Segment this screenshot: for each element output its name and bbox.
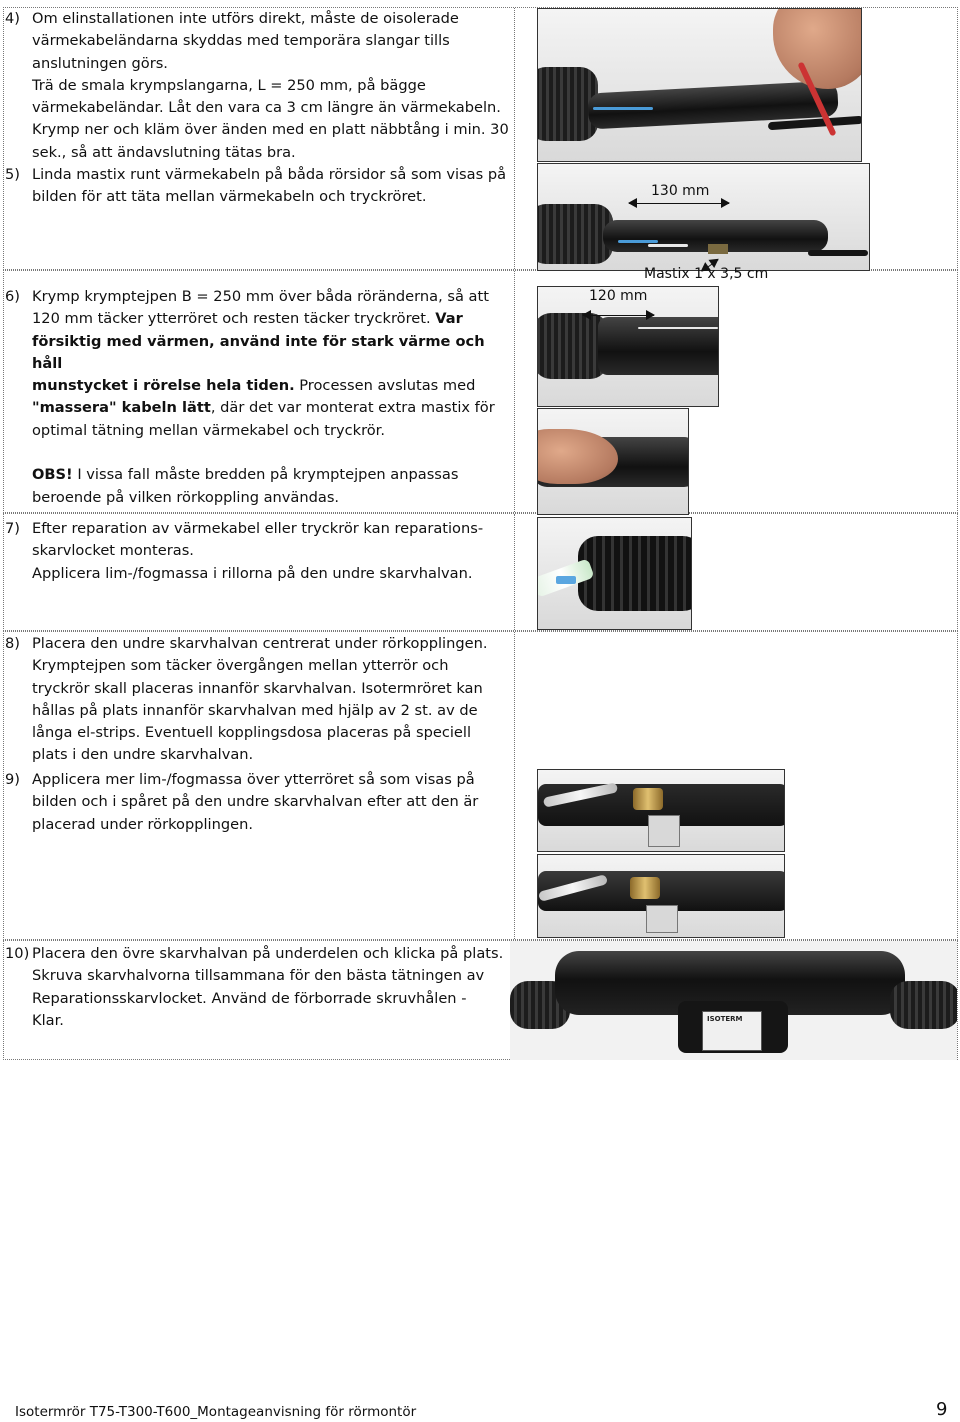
heating-cable [808,250,868,256]
photo-lower-half-placed [537,854,785,938]
step-4-text [32,8,512,164]
step-6-bold-part: munstycket i rörelse hela tiden. [32,377,295,395]
step-4-line: värmekabeländarna skyddas med temporära slangar tills [32,32,450,50]
corrugated-pipe-right [890,981,957,1029]
step-10-line: Klar. [32,1011,64,1029]
label-mastix: Mastix 1 x 3,5 cm [644,266,769,282]
step-6-line [32,397,512,419]
step-6-line: optimal tätning mellan värmekabel och tryckrör. [32,421,385,439]
photo-shrink-tape [537,286,719,407]
step-6-text [32,286,512,509]
step-6-bold-part: "massera" kabeln lätt [32,399,211,417]
label-120-mm: 120 mm [589,288,648,304]
footer-document-title: Isotermrör T75-T300-T600_Montageanvisning för rörmontör [15,1404,417,1420]
photo-massage-cable [537,408,689,515]
step-5-line: Linda mastix runt värmekabeln på båda rörsidor så som visas på [32,166,507,183]
white-wire [638,327,718,329]
step-8-line: hållas på plats innanför skarvhalvan med hjälp av 2 st. av de [32,701,478,719]
dimension-arrow-130 [629,203,729,204]
photo-finished-joint [510,941,957,1060]
pipe-coupling [633,788,663,810]
step-4-line: anslutningen görs. [32,54,168,72]
step-7-line: skarvlocket monteras. [32,542,194,560]
step-7-number: 7) [5,520,20,537]
step-6-line: Krymp krymptejpen B = 250 mm över båda röränderna, så att [32,288,489,305]
obs-text: I vissa fall måste bredden på krymptejpen anpassas [72,466,459,484]
step-7-text [32,518,512,585]
step-6-text-part: 120 mm täcker ytterröret och resten täcker tryckröret. [32,310,436,328]
column-divider [514,514,515,630]
step-4-number: 4) [5,10,20,27]
step-9-text [32,769,512,836]
product-label [702,1011,762,1051]
dimension-arrow-120 [583,315,654,316]
step-4-line: värmekabeländar. Låt den vara ca 3 cm längre än värmekabeln. [32,99,501,117]
blue-wire [618,240,658,243]
shrink-tape [598,317,719,375]
step-6-line [32,375,512,397]
photo-apply-glue-lower-half [537,517,692,630]
step-8-line: Placera den undre skarvhalvan centrerat under rörkopplingen. [32,635,488,652]
step-8-line: långa el-strips. Eventuell kopplingsdosa placeras på speciell [32,724,471,742]
step-6-line [32,331,512,376]
lower-joint-half [578,536,692,611]
step-10-line: Reparationsskarvlocket. Använd de förborrade skruvhålen - [32,989,467,1007]
blue-wire [593,107,653,110]
label-130-mm: 130 mm [651,183,710,199]
column-divider [514,271,515,512]
mastix-patch [708,244,728,254]
step-8-text [32,633,512,767]
footer-page-number: 9 [936,1399,948,1420]
step-6-bold-part: försiktig med värmen, använd inte för stark värme och håll [32,332,485,372]
step-5-text [32,164,512,209]
step-6-text-part: , där det var monterat extra mastix för [210,399,495,417]
hand [773,8,862,89]
column-divider [514,8,515,269]
junction-box [646,905,678,933]
step-9-number: 9) [5,771,20,788]
step-9-line: bilden och i spåret på den undre skarvhalvan efter att den är [32,793,479,811]
step-6-line [32,308,512,330]
step-5-line: bilden för att täta mellan värmekabeln och tryckröret. [32,188,427,206]
product-label-text: ISOTERM [707,1015,743,1023]
obs-note [32,464,512,486]
step-9-line: Applicera mer lim-/fogmassa över ytterröret så som visas på [32,771,475,788]
step-6-bold-part: Var [435,310,463,328]
photo-apply-glue-outer-pipe [537,769,785,852]
photo-mastix-wrap [537,163,870,271]
obs-label: OBS! [32,466,73,484]
column-divider [514,632,515,939]
junction-box [648,815,680,847]
obs-note-line: beroende på vilken rörkoppling användas. [32,488,340,506]
step-10-text [32,943,512,1032]
step-4-line: Om elinstallationen inte utförs direkt, måste de oisolerade [32,10,459,27]
glue-label [556,576,576,584]
step-6-text-part: Processen avslutas med [294,377,476,395]
corrugated-pipe [537,204,613,264]
white-wire [648,244,688,247]
step-6-number: 6) [5,288,20,305]
photo-crimp-cable-end [537,8,862,162]
step-4-line: sek., så att ändavslutning tätas bra. [32,143,296,161]
step-4-line: Krymp ner och kläm över änden med en platt näbbtång i min. 30 [32,121,509,139]
pipe-coupling [630,877,660,899]
step-9-line: placerad under rörkopplingen. [32,815,253,833]
step-5-number: 5) [5,166,20,183]
step-7-line: Applicera lim-/fogmassa i rillorna på den undre skarvhalvan. [32,564,473,582]
step-10-number: 10) [5,945,30,962]
step-8-line: plats i den undre skarvhalvan. [32,746,254,764]
step-10-line: Placera den övre skarvhalvan på underdelen och klicka på plats. [32,945,504,962]
step-10-line: Skruva skarvhalvorna tillsammana för den bästa tätningen av [32,967,485,985]
step-8-number: 8) [5,635,20,652]
step-8-line: Krymptejpen som täcker övergången mellan ytterrör och [32,657,449,675]
step-8-line: tryckrör skall placeras innanför skarvhalvan. Isotermröret kan [32,679,483,697]
step-4-line: Trä de smala krympslangarna, L = 250 mm, på bägge [32,76,426,94]
step-7-line: Efter reparation av värmekabel eller tryckrör kan reparations- [32,520,484,537]
